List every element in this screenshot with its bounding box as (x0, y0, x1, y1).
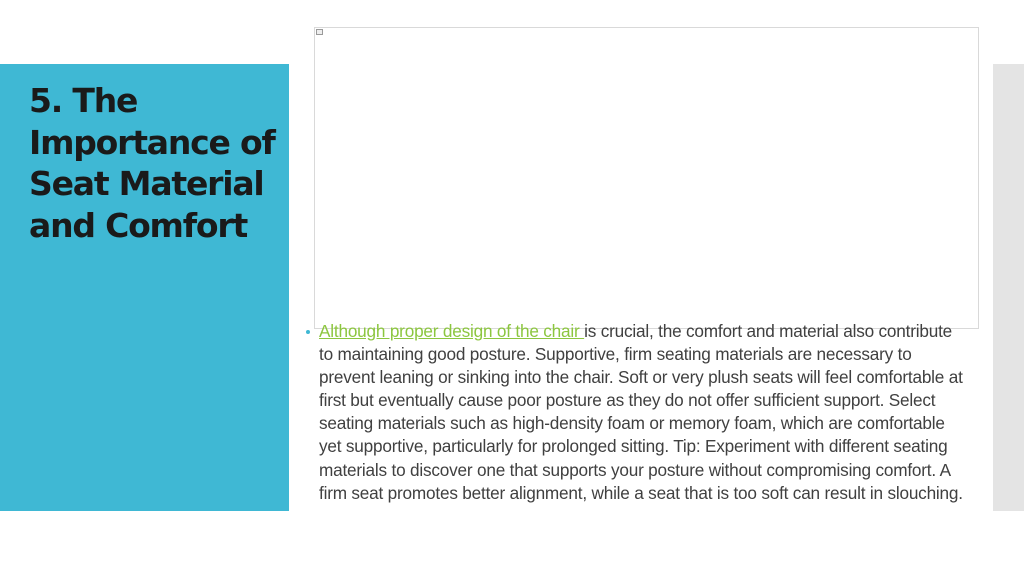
bullet-icon (306, 330, 310, 334)
chair-design-link[interactable]: Although proper design of the chair (319, 321, 585, 341)
slide-title: 5. The Importance of Seat Material and Comfort (29, 81, 275, 245)
image-placeholder (314, 27, 979, 329)
bullet-paragraph (319, 320, 964, 505)
bullet-body-text: is crucial, the comfort and material also contribute to maintaining good posture. Supportive, firm seating materials are necessary to prevent leaning or sinking into the chair. Soft or very plush seats will feel comfortable at first but eventually cause poor posture as they do not offer sufficient support. Select seating materials such as high-density foam or memory foam, which are comfortable yet supportive, particularly for prolonged sitting. Tip: Experiment with different seating materials to discover one that supports your posture without compromising comfort. A firm seat promotes better alignment, while a seat that is too soft can result in slouching. (319, 321, 963, 503)
right-accent-bar (993, 64, 1024, 511)
broken-image-icon (316, 29, 323, 35)
